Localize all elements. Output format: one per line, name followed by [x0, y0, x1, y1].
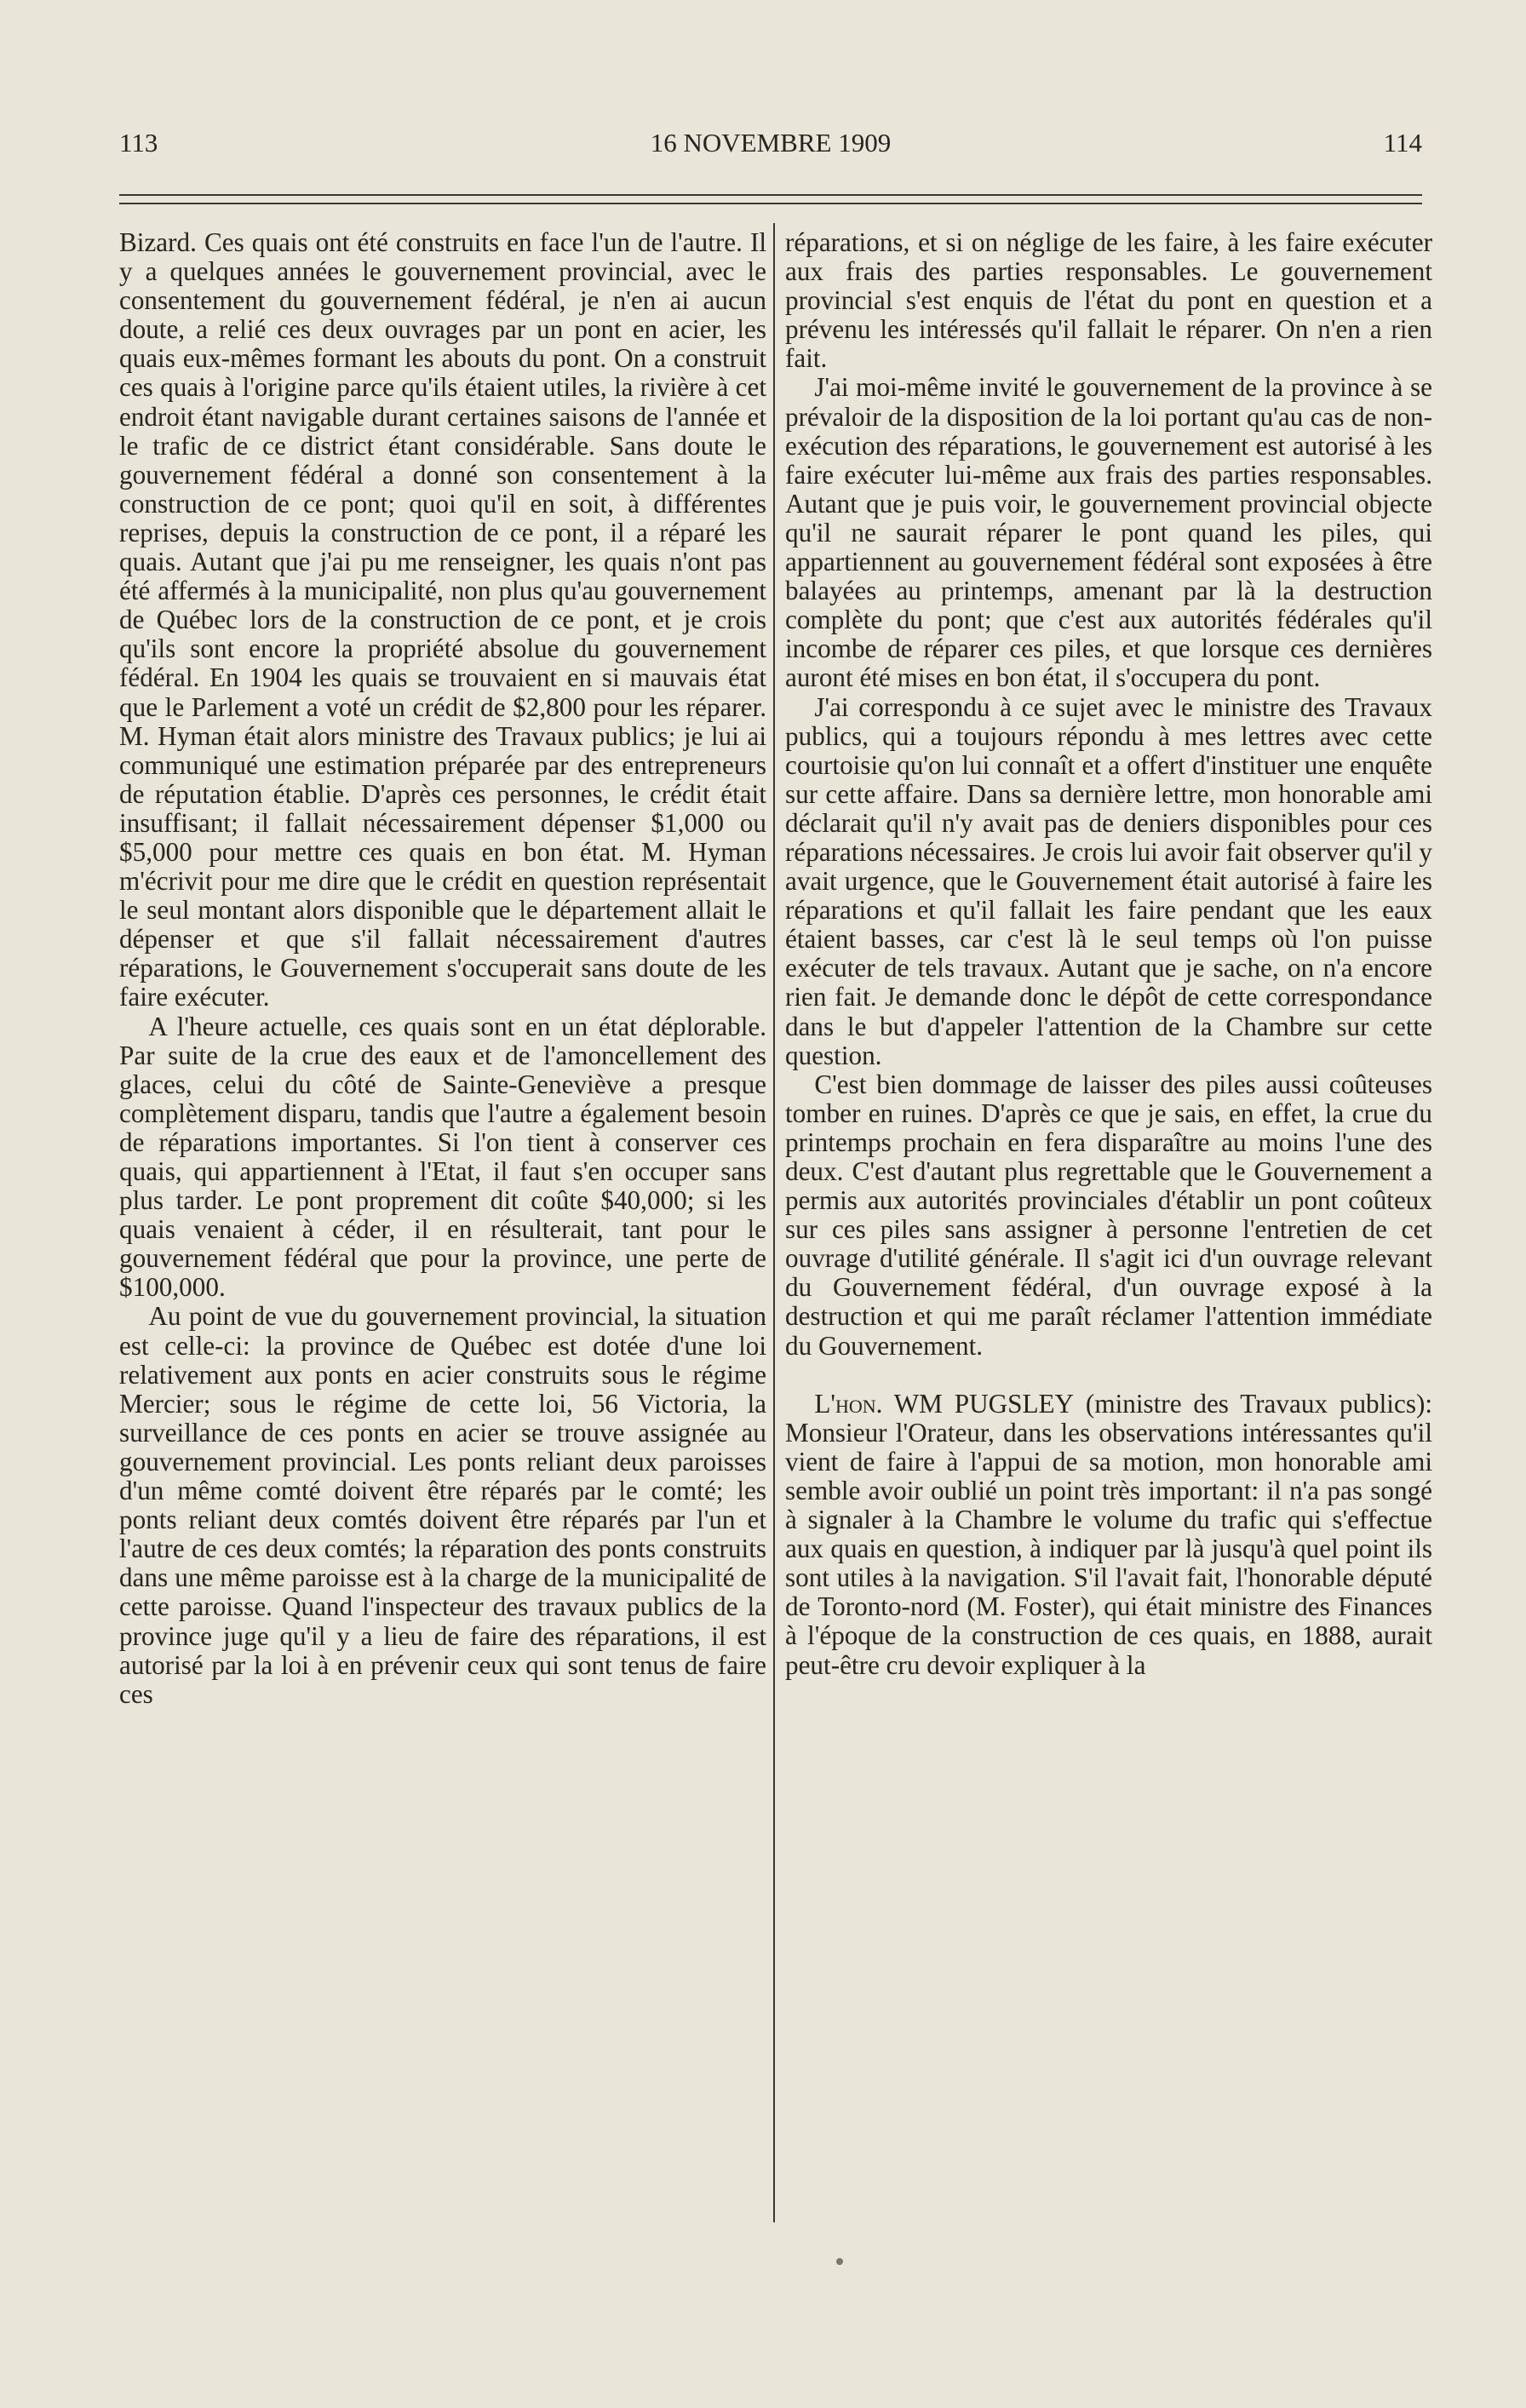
- speech-text: (ministre des Travaux publics): Monsieur l'Orateur, dans les observations intéressantes qu'il vient de faire à l'appui de sa motion, mon honorable ami semble avoir oublié un point très important: il n'a pas songé à signaler à la Chambre le volume du trafic qui s'effectue aux quais en question, à indiquer par là jusqu'à quel point ils sont utiles à la navigation. S'il l'avait fait, l'honorable député de Toronto-nord (M. Foster), qui était ministre des Finances à l'époque de la construction de ces quais, en 1888, aurait peut-être cru devoir expliquer à la: [785, 1388, 1433, 1680]
- speaker-name: L'hon. WM PUGSLEY: [814, 1388, 1075, 1419]
- speech-paragraph: [785, 1390, 1432, 1680]
- left-column: [119, 228, 766, 1709]
- print-mark: [836, 2258, 843, 2265]
- paragraph: C'est bien dommage de laisser des piles aussi coûteuses tomber en ruines. D'après ce que je sais, en effet, la crue du printemps prochain en fera disparaître au moins l'une des deux. C'est d'autant plus regrettable que le Gouvernement a permis aux autorités provinciales d'établir un pont coûteux sur ces piles sans assigner à personne l'entretien de cet ouvrage d'utilité générale. Il s'agit ici d'un ouvrage relevant du Gouvernement fédéral, d'un ouvrage exposé à la destruction et qui me paraît réclamer l'attention immédiate du Gouvernement.: [785, 1069, 1432, 1361]
- header-rule-top: [119, 194, 1422, 196]
- page-number-left: 113: [119, 128, 158, 158]
- page-number-right: 114: [1383, 128, 1422, 158]
- paragraph: J'ai moi-même invité le gouvernement de la province à se prévaloir de la disposition de la loi portant qu'au cas de non-exécution des réparations, le gouvernement est autorisé à les faire exécuter lui-même aux frais des parties responsables. Autant que je puis voir, le gouvernement provincial objecte qu'il ne saurait réparer le pont quand les piles, qui appartiennent au gouvernement fédéral sont exposées à être balayées au printemps, amenant par là la destruction complète du pont; que c'est aux autorités fédérales qu'il incombe de réparer ces piles, et que lorsque ces dernières auront été mises en bon état, il s'occupera du pont.: [785, 372, 1432, 693]
- column-divider: [773, 223, 775, 2222]
- paragraph: Au point de vue du gouvernement provincial, la situation est celle-ci: la province de Québec est dotée d'une loi relativement aux ponts en acier construits sous le régime Mercier; sous le régime de cette loi, 56 Victoria, la surveillance de ces ponts en acier se trouve assignée au gouvernement provincial. Les ponts reliant deux paroisses d'un même comté doivent être réparés par le comté; les ponts reliant deux comtés doivent être réparés par l'un et l'autre de ces deux comtés; la réparation des ponts construits dans une même paroisse est à la charge de la municipalité de cette paroisse. Quand l'inspecteur des travaux publics de la province juge qu'il y a lieu de faire des réparations, il est autorisé par la loi à en prévenir ceux qui sont tenus de faire ces: [119, 1301, 766, 1709]
- header-date: 16 NOVEMBRE 1909: [650, 128, 892, 158]
- page-header: [119, 128, 1422, 170]
- paragraph: J'ai correspondu à ce sujet avec le ministre des Travaux publics, qui a toujours répondu à mes lettres avec cette courtoisie qu'on lui connaît et a offert d'instituer une enquête sur cette affaire. Dans sa dernière lettre, mon honorable ami déclarait qu'il n'y avait pas de deniers disponibles pour ces réparations nécessaires. Je crois lui avoir fait observer qu'il y avait urgence, que le Gouvernement était autorisé à faire les réparations et qu'il fallait les faire pendant que les eaux étaient basses, car c'est là le seul temps où l'on puisse exécuter de tels travaux. Autant que je sache, on n'a encore rien fait. Je demande donc le dépôt de cette correspondance dans le but d'appeler l'attention de la Chambre sur cette question.: [785, 691, 1432, 1070]
- header-rule-bottom: [119, 203, 1422, 204]
- paragraph: réparations, et si on néglige de les faire, à les faire exécuter aux frais des parties responsables. Le gouvernement provincial s'est enquis de l'état du pont en question et a prévenu les intéressés qu'il fallait le réparer. On n'en a rien fait.: [785, 227, 1432, 374]
- paragraph: Bizard. Ces quais ont été construits en face l'un de l'autre. Il y a quelques années le gouvernement provincial, avec le consentement du gouvernement fédéral, je n'en ai aucun doute, a relié ces deux ouvrages par un pont en acier, les quais eux-mêmes formant les abouts du pont. On a construit ces quais à l'origine parce qu'ils étaient utiles, la rivière à cet endroit étant navigable durant certaines saisons de l'année et le trafic de ce district étant considérable. Sans doute le gouvernement fédéral a donné son consentement à la construction de ce pont; quoi qu'il en soit, à différentes reprises, depuis la construction de ce pont, il a réparé les quais. Autant que j'ai pu me renseigner, les quais n'ont pas été affermés à la municipalité, non plus qu'au gouvernement de Québec lors de la construction de ce pont, et je crois qu'ils sont encore la propriété absolue du gouvernement fédéral. En 1904 les quais se trouvaient en si mauvais état que le Parlement a voté un crédit de $2,800 pour les réparer. M. Hyman était alors ministre des Travaux publics; je lui ai communiqué une estimation préparée par des entrepreneurs de réputation établie. D'après ces personnes, le crédit était insuffisant; il fallait nécessairement dépenser $1,000 ou $5,000 pour mettre ces quais en bon état. M. Hyman m'écrivit pour me dire que le crédit en question représentait le seul montant alors disponible que le département allait le dépenser et que s'il fallait nécessairement d'autres réparations, le Gouvernement s'occuperait sans doute de les faire exécuter.: [119, 227, 766, 1012]
- right-column: [785, 228, 1432, 1680]
- paragraph: A l'heure actuelle, ces quais sont en un état déplorable. Par suite de la crue des eaux et de l'amoncellement des glaces, celui du côté de Sainte-Geneviève a presque complètement disparu, tandis que l'autre a également besoin de réparations importantes. Si l'on tient à conserver ces quais, qui appartiennent à l'Etat, il faut s'en occuper sans plus tarder. Le pont proprement dit coûte $40,000; si les quais venaient à céder, il en résulterait, tant pour le gouvernement fédéral que pour la province, une perte de $100,000.: [119, 1011, 766, 1303]
